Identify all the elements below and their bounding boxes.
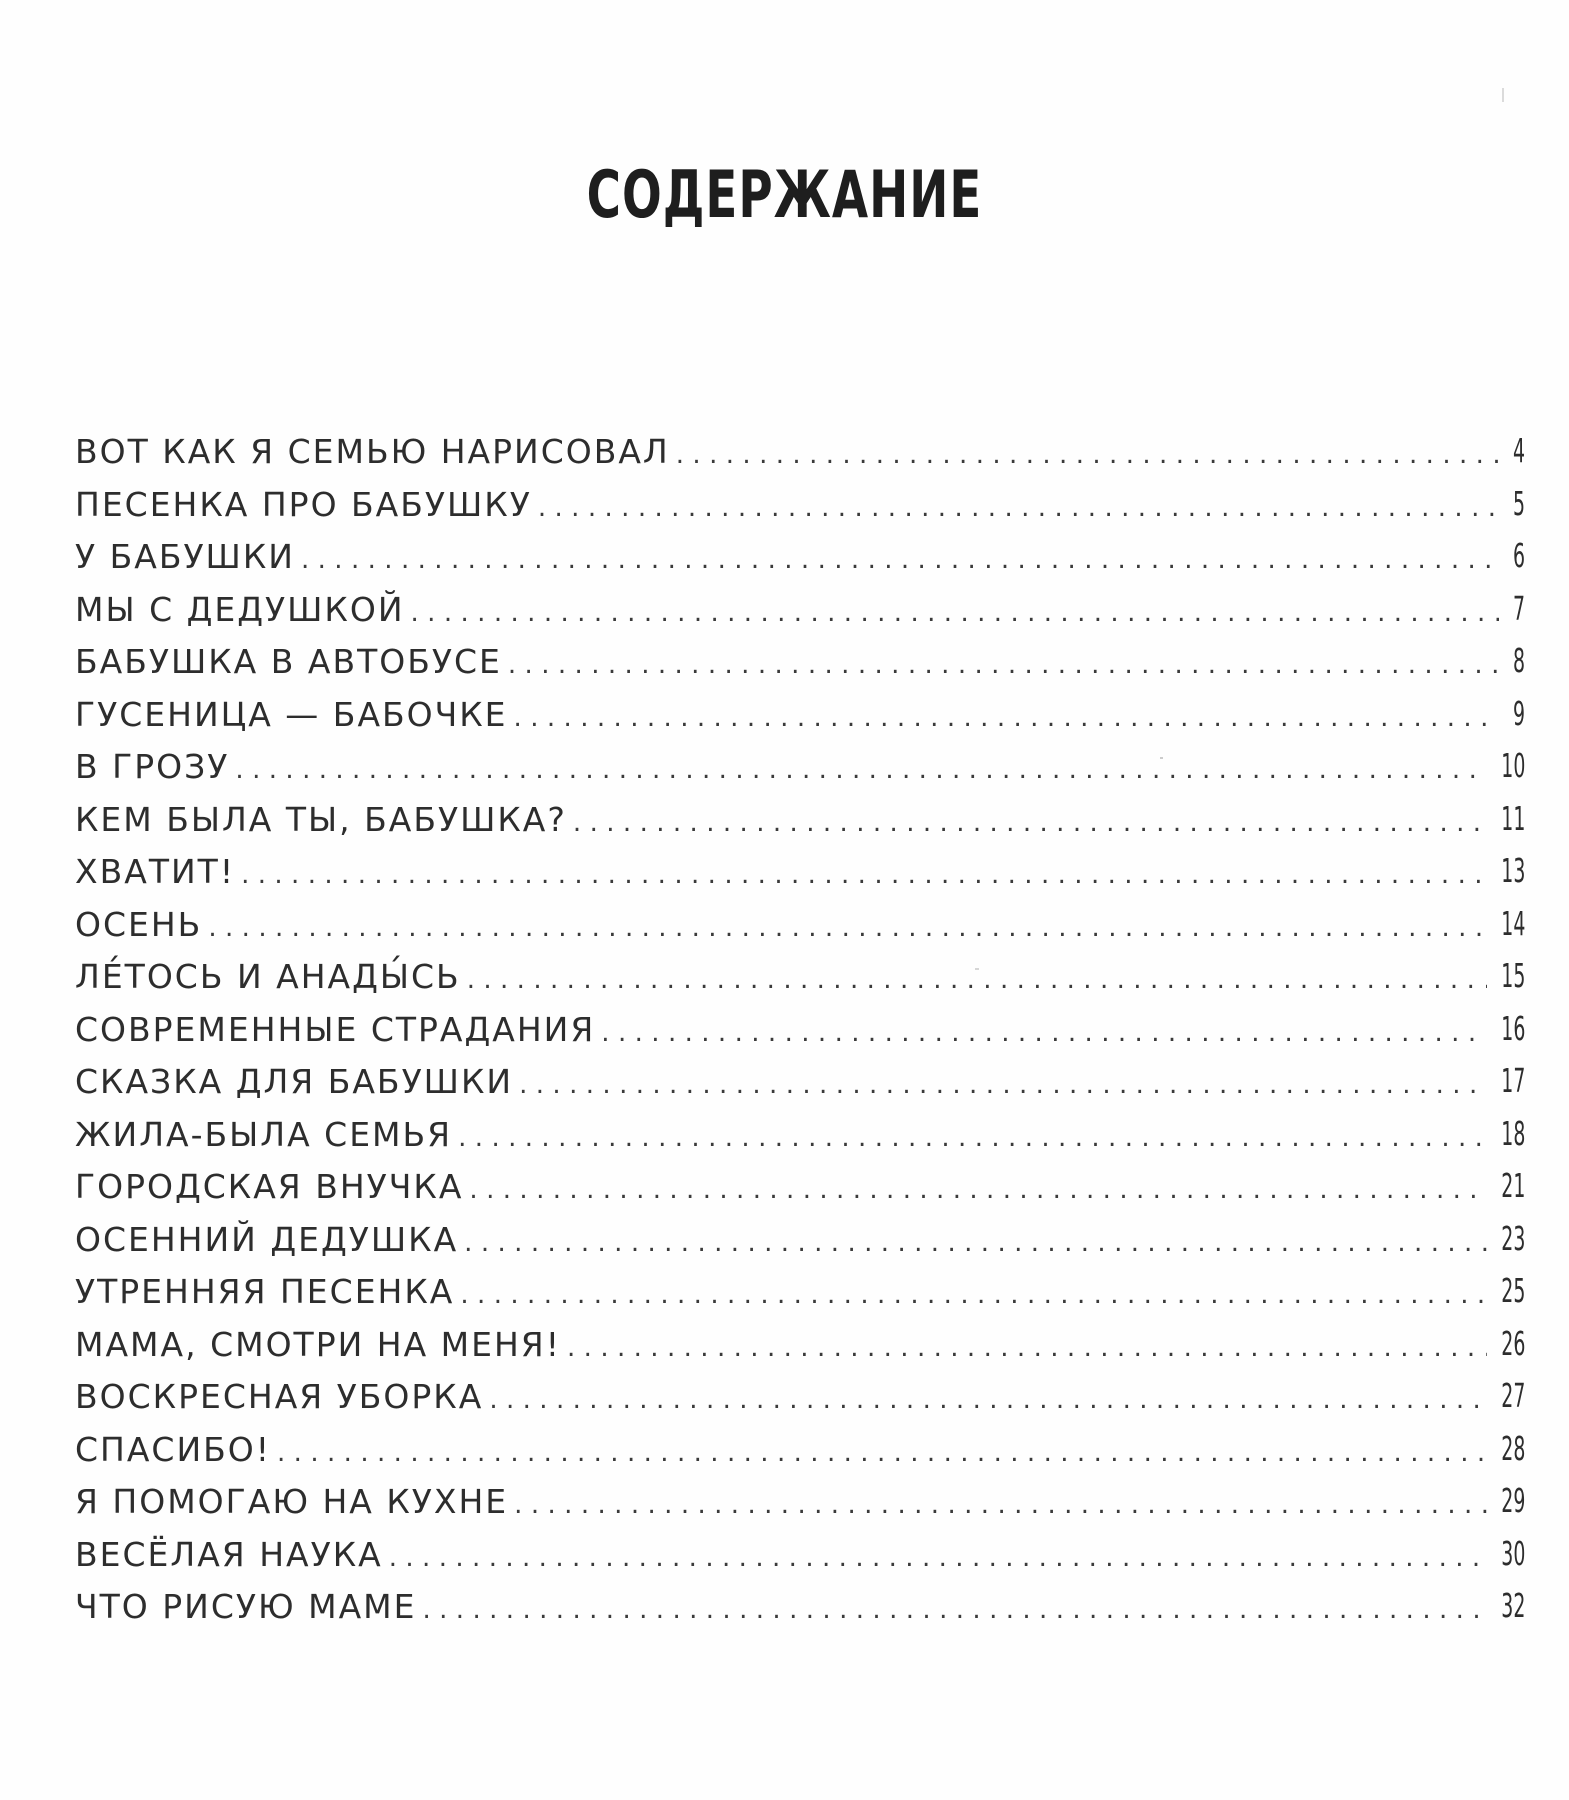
- toc-entry-title: ОСЕНЬ: [75, 904, 203, 944]
- toc-entry-page-number: 5: [1512, 485, 1525, 524]
- toc-dot-leader: [389, 1543, 1487, 1573]
- toc-entry: [75, 1587, 1525, 1640]
- toc-dot-leader: [460, 1280, 1486, 1310]
- toc-entry-page-number: 25: [1500, 1272, 1525, 1311]
- toc-entry-title: ЛЕ́ТОСЬ И АНАДЫ́СЬ: [75, 957, 461, 996]
- toc-entry-title: Я ПОМОГАЮ НА КУХНЕ: [75, 1482, 509, 1521]
- toc-entry-page-number: 15: [1500, 957, 1525, 996]
- toc-dot-leader: [235, 755, 1486, 785]
- toc-dot-leader: [208, 913, 1486, 943]
- toc-entry-title: ХВАТИТ!: [75, 852, 236, 891]
- toc-dot-leader: [464, 1228, 1486, 1258]
- toc-entry: [75, 485, 1525, 538]
- toc-dot-leader: [241, 860, 1487, 890]
- toc-entry-title: МЫ С ДЕДУШКОЙ: [75, 589, 405, 629]
- toc-entry-title: ОСЕННИЙ ДЕДУШКА: [75, 1219, 459, 1259]
- toc-dot-leader: [422, 1595, 1486, 1625]
- toc-dot-leader: [514, 1490, 1486, 1520]
- toc-entry: [75, 800, 1525, 853]
- toc-entry-page-number: 21: [1500, 1167, 1525, 1206]
- toc-entry: [75, 1430, 1525, 1483]
- toc-entry: [75, 1272, 1525, 1325]
- toc-entry-title: СКАЗКА ДЛЯ БАБУШКИ: [75, 1062, 514, 1101]
- page-title: СОДЕРЖАНИЕ: [586, 158, 983, 233]
- toc-entry: [75, 1062, 1525, 1115]
- toc-entry-page-number: 13: [1500, 852, 1525, 891]
- toc-dot-leader: [458, 1123, 1487, 1153]
- toc-entry-page-number: 11: [1500, 800, 1525, 839]
- toc-dot-leader: [469, 1175, 1486, 1205]
- toc-entry-page-number: 14: [1500, 905, 1525, 944]
- toc-entry-page-number: 17: [1500, 1062, 1525, 1101]
- toc-entry-page-number: 30: [1500, 1535, 1525, 1574]
- toc-entry: [75, 957, 1525, 1010]
- toc-entry: [75, 1167, 1525, 1220]
- toc-entry: [75, 1482, 1525, 1535]
- toc-entry: [75, 1535, 1525, 1588]
- toc-entry: [75, 432, 1525, 485]
- toc-dot-leader: [411, 598, 1499, 628]
- toc-entry-title: ЖИЛА-БЫЛА СЕМЬЯ: [75, 1114, 453, 1154]
- toc-entry: [75, 1115, 1525, 1168]
- toc-entry-page-number: 23: [1500, 1220, 1525, 1259]
- toc-entry-title: СПАСИБО!: [75, 1429, 272, 1469]
- toc-entry-title: ПЕСЕНКА ПРО БАБУШКУ: [75, 484, 532, 524]
- toc-entry-page-number: 18: [1500, 1115, 1525, 1154]
- toc-entry-title: ЧТО РИСУЮ МАМЕ: [75, 1587, 417, 1626]
- toc-entry-page-number: 27: [1500, 1377, 1525, 1416]
- toc-entry-title: В ГРОЗУ: [75, 747, 230, 786]
- toc-dot-leader: [508, 650, 1499, 680]
- toc-entry: [75, 537, 1525, 590]
- toc-entry-page-number: 29: [1500, 1482, 1525, 1521]
- toc-entry-title: ГУСЕНИЦА — БАБОЧКЕ: [75, 694, 508, 734]
- toc-entry-page-number: 8: [1512, 642, 1525, 681]
- scan-speck: [1502, 88, 1504, 102]
- toc-entry: [75, 1220, 1525, 1273]
- toc-entry-title: СОВРЕМЕННЫЕ СТРАДАНИЯ: [75, 1009, 596, 1049]
- toc-entry-page-number: 7: [1512, 590, 1525, 629]
- toc-dot-leader: [277, 1438, 1487, 1468]
- toc-entry-title: КЕМ БЫЛА ТЫ, БАБУШКА?: [75, 799, 567, 839]
- toc-entry: [75, 1325, 1525, 1378]
- scan-speck: [975, 968, 979, 970]
- toc-entry-title: ВОСКРЕСНАЯ УБОРКА: [75, 1377, 484, 1416]
- toc-entry-page-number: 26: [1500, 1325, 1525, 1364]
- toc-dot-leader: [489, 1385, 1486, 1415]
- toc-entry: [75, 747, 1525, 800]
- toc-entry: [75, 1377, 1525, 1430]
- toc-dot-leader: [573, 808, 1487, 838]
- toc-dot-leader: [519, 1070, 1487, 1100]
- toc-dot-leader: [514, 703, 1499, 733]
- toc-dot-leader: [676, 440, 1499, 470]
- toc-entry: [75, 590, 1525, 643]
- toc-dot-leader: [567, 1333, 1487, 1363]
- toc-entry-page-number: 4: [1512, 432, 1525, 471]
- toc-entry-title: МАМА, СМОТРИ НА МЕНЯ!: [75, 1324, 561, 1364]
- toc-entry-title: БАБУШКА В АВТОБУСЕ: [75, 642, 502, 681]
- toc-dot-leader: [538, 493, 1499, 523]
- toc-entry-title: УТРЕННЯЯ ПЕСЕНКА: [75, 1272, 455, 1311]
- toc-entry: [75, 852, 1525, 905]
- toc-entry-page-number: 16: [1500, 1010, 1525, 1049]
- toc-entry: [75, 1010, 1525, 1063]
- toc-entry: [75, 642, 1525, 695]
- table-of-contents: [75, 432, 1525, 1640]
- toc-entry-page-number: 10: [1500, 747, 1525, 786]
- toc-entry-page-number: 6: [1512, 537, 1525, 576]
- toc-entry-page-number: 9: [1512, 695, 1525, 734]
- toc-entry-page-number: 32: [1500, 1587, 1525, 1626]
- scan-speck: [1160, 757, 1163, 759]
- toc-entry: [75, 695, 1525, 748]
- toc-entry-page-number: 28: [1500, 1430, 1525, 1469]
- toc-entry-title: ВЕСЁЛАЯ НАУКА: [75, 1534, 383, 1574]
- toc-dot-leader: [301, 545, 1499, 575]
- toc-entry-title: ВОТ КАК Я СЕМЬЮ НАРИСОВАЛ: [75, 432, 670, 471]
- toc-entry: [75, 905, 1525, 958]
- toc-entry-title: ГОРОДСКАЯ ВНУЧКА: [75, 1167, 464, 1206]
- toc-dot-leader: [601, 1018, 1486, 1048]
- toc-entry-title: У БАБУШКИ: [75, 537, 295, 576]
